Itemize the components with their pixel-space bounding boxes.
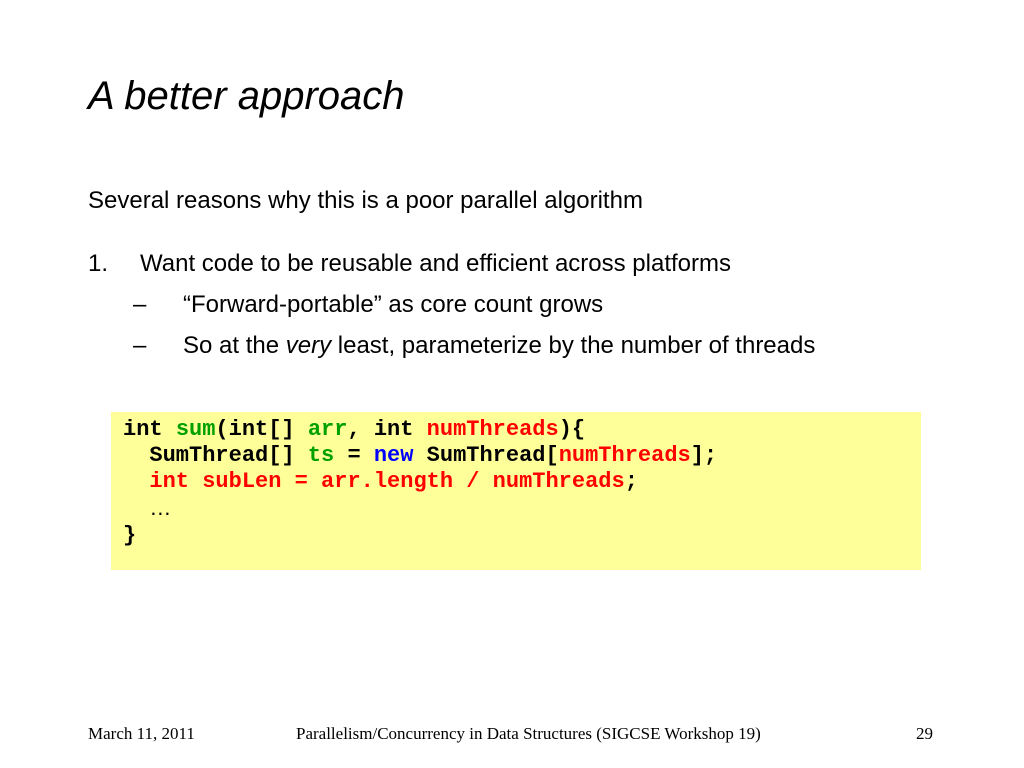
sub-bullet-dash: –	[133, 332, 147, 359]
code-token: int	[123, 417, 176, 442]
footer-title: Parallelism/Concurrency in Data Structures (SIGCSE Workshop 19)	[296, 724, 761, 743]
sub-bullet-dash: –	[133, 291, 147, 318]
code-line	[123, 417, 585, 442]
code-token: …	[149, 495, 172, 520]
code-line	[123, 469, 638, 494]
code-token: SumThread[]	[149, 443, 308, 468]
code-token: (int[]	[215, 417, 308, 442]
code-token: ){	[558, 417, 586, 442]
code-text	[123, 417, 717, 549]
code-token: ts	[307, 443, 335, 468]
code-token: SumThread[	[413, 443, 559, 468]
code-token: }	[123, 523, 137, 548]
code-token: =	[334, 443, 374, 468]
code-token: numThreads	[558, 443, 691, 468]
page-number: 29	[916, 724, 933, 743]
intro-text: Several reasons why this is a poor parallel algorithm	[88, 187, 643, 214]
code-token: ];	[690, 443, 718, 468]
code-indent	[123, 497, 149, 522]
code-token: ;	[624, 469, 638, 494]
code-indent	[123, 469, 149, 494]
list-item-text: Want code to be reusable and efficient across platforms	[140, 250, 731, 277]
slide-title: A better approach	[88, 74, 405, 118]
code-token: numThreads	[426, 417, 559, 442]
code-line	[123, 443, 717, 468]
sub-bullet-text	[183, 332, 815, 360]
code-token: , int	[347, 417, 427, 442]
code-token: new	[373, 443, 414, 468]
code-line	[123, 523, 136, 548]
code-block	[111, 412, 921, 570]
list-item-number: 1.	[88, 250, 109, 277]
emphasis-text: very	[285, 332, 332, 359]
sub-bullet-prefix: So at the	[183, 332, 286, 359]
sub-bullet-text: “Forward-portable” as core count grows	[183, 291, 604, 318]
code-token: sum	[175, 417, 216, 442]
sub-bullet-suffix: least, parameterize by the number of threads	[331, 332, 816, 359]
code-indent	[123, 443, 149, 468]
footer-date: March 11, 2011	[88, 724, 195, 743]
code-token: int subLen = arr.length / numThreads	[149, 469, 625, 494]
code-token: arr	[307, 417, 348, 442]
code-line	[123, 497, 171, 522]
